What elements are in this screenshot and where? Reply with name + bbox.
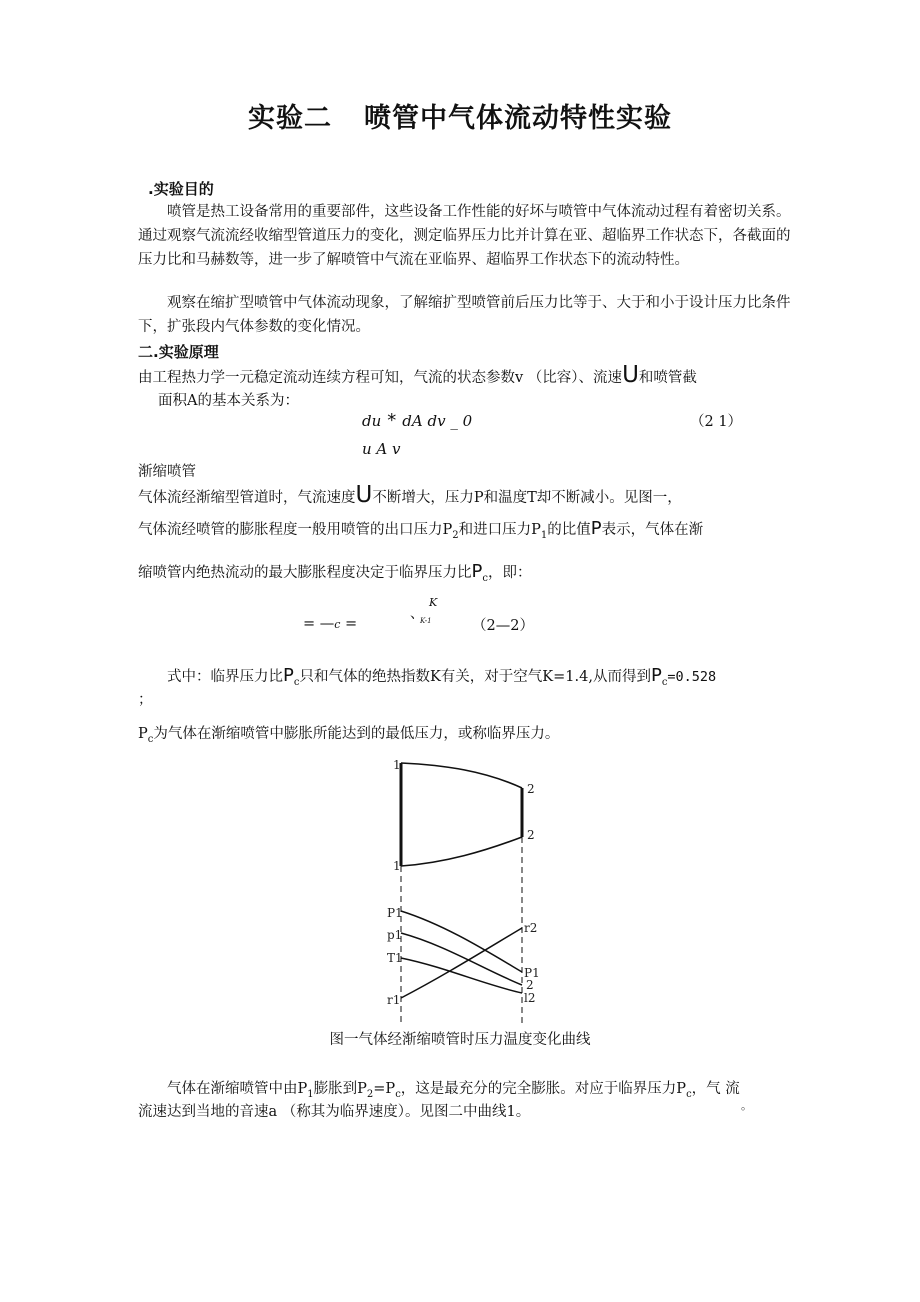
nozzle-top-wall [401,763,522,788]
label-P1-left: P1 [387,906,403,920]
equation-2-1-denominator: u A v [362,440,401,458]
section1-para2: 观察在缩扩型喷管中气体流动现象，了解缩扩型喷管前后压力比等于、大于和小于设计压力比条件下，扩张段内气体参数的变化情况。 [138,295,791,335]
principle-line6: 式中：临界压力比$P_c$只和气体的绝热指数K有关，对于空气K=1.4,从而得到$P_c=0.528$ [167,665,717,688]
label-T1-left: T1 [387,951,403,965]
label-p1-left: p1 [387,928,403,942]
subheading-convergent-nozzle: 渐缩喷管 [138,464,196,480]
figure-caption: 图一气体经渐缩喷管时压力温度变化曲线 [329,1032,591,1048]
section2-heading: 二.实验原理 [138,343,219,361]
principle-line3: 气体流经渐缩型管道时，气流速度U不断增大，压力P和温度T却不断减小。见图一， [138,482,682,508]
principle-line5: 缩喷管内绝热流动的最大膨胀程度决定于临界压力比$P_c$，即： [138,561,532,584]
equation-2-2-label: （2—2） [472,618,534,634]
label-outlet-top: 2 [527,782,535,796]
label-r2-right: r2 [524,921,538,935]
equation-2-2: = —c = [303,616,358,632]
curve-p1 [401,933,522,985]
label-outlet-bottom: 2 [527,828,535,842]
equation-2-1: du * dA dv _ 0 [362,410,473,431]
equation-2-2-tick: 、 [410,606,424,622]
principle-line2: 面积A的基本关系为： [158,393,299,409]
page-title: 实验二 喷管中气体流动特性实验 [248,103,672,134]
principle-line4: 气体流经喷管的膨胀程度一般用喷管的出口压力$P_2$和进口压力$P_1$的比值P表示，气体在渐 [138,518,704,541]
equation-2-2-exponent-k1: K-1 [420,617,432,625]
section1-para1: 喷管是热工设备常用的重要部件，这些设备工作性能的好坏与喷管中气体流动过程有着密切关系。通过观察气流流经收缩型管道压力的变化，测定临界压力比并计算在亚、超临界工作状态下，各截面的压力比和马赫数等，进一步了解喷管中气流在亚临界、超临界工作状态下的流动特性。 [138,204,791,268]
closing-line2: 流速达到当地的音速a （称其为临界速度）。见图二中曲线1。 [138,1104,531,1120]
label-inlet-top: 1 [393,758,401,772]
label-inlet-bottom: 1 [393,859,401,873]
nozzle-bottom-wall [401,837,522,866]
principle-line7: $P_c$为气体在渐缩喷管中膨胀所能达到的最低压力，或称临界压力。 [138,726,560,745]
principle-line6-semicolon: ； [138,692,153,708]
section1-heading: .实验目的 [148,180,214,198]
equation-2-1-label: （2 1） [690,414,743,430]
label-r1-left: r1 [387,993,401,1007]
label-2-right: 2 [526,978,534,992]
closing-mark: 。 [741,1099,752,1112]
equation-2-2-exponent-k: K [429,596,438,609]
label-l2-right: l2 [524,991,536,1005]
closing-line1: 气体在渐缩喷管中由$P_1$膨胀到$P_2=P_c$，这是最充分的完全膨胀。对应于临界压力$P_c$，气 流 [167,1081,740,1100]
principle-line1: 由工程热力学一元稳定流动连续方程可知，气流的状态参数v （比容）、流速U和喷管截 [138,362,697,388]
label-P1-right: P1 [524,966,540,980]
nozzle-figure [385,755,545,1025]
